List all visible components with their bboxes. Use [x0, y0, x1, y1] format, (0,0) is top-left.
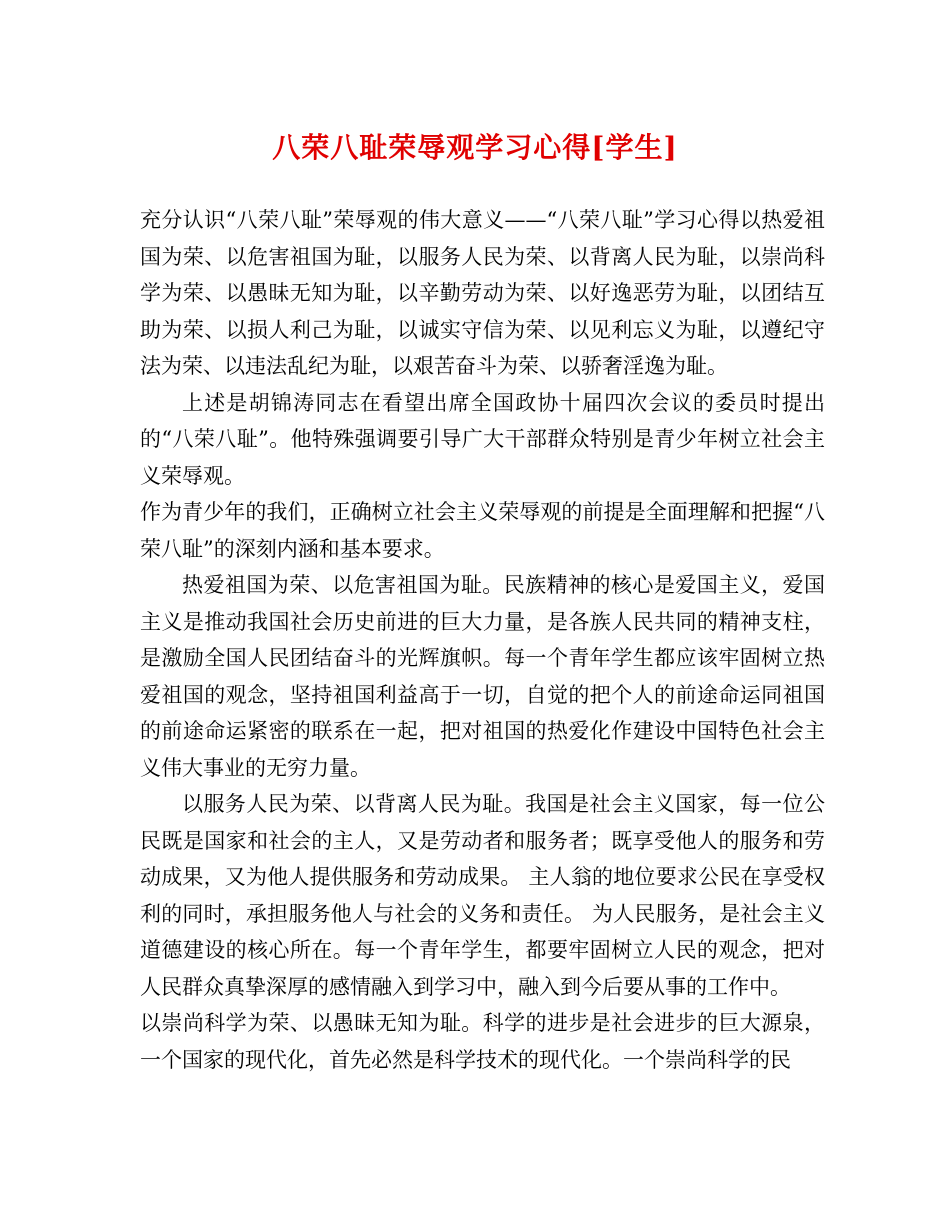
paragraph-science: 以崇尚科学为荣、以愚昧无知为耻。科学的进步是社会进步的巨大源泉，一个国家的现代化，首先必然是科学技术的现代化。一个崇尚科学的民 [140, 1011, 825, 1072]
paragraph-serve-people: 以服务人民为荣、以背离人民为耻。我国是社会主义国家，每一位公民既是国家和社会的主人，又是劳动者和服务者；既享受他人的服务和劳动成果，又为他人提供服务和劳动成果。 主人翁的地位要求公民在享受权利的同时，承担服务他人与社会的义务和责任。 为人民服务，是社会主义道德建设的核心所在。每一个青年学生，都要牢固树立人民的观念，把对人民群众真挚深厚的感情融入到学习中，融入到今后要从事的工作中。 [140, 792, 825, 999]
paragraph-premise: 作为青少年的我们，正确树立社会主义荣辱观的前提是全面理解和把握“八荣八耻”的深刻内涵和基本要求。 [140, 500, 825, 561]
document-body [140, 202, 825, 1078]
paragraph-origin: 上述是胡锦涛同志在看望出席全国政协十届四次会议的委员时提出的“八荣八耻”。他特殊强调要引导广大干部群众特别是青少年树立社会主义荣辱观。 [140, 390, 825, 488]
document-title: 八荣八耻荣辱观学习心得[学生] [272, 131, 678, 164]
paragraph-patriotism: 热爱祖国为荣、以危害祖国为耻。民族精神的核心是爱国主义，爱国主义是推动我国社会历史前进的巨大力量，是各族人民共同的精神支柱，是激励全国人民团结奋斗的光辉旗帜。每一个青年学生都应该牢固树立热爱祖国的观念，坚持祖国利益高于一切，自觉的把个人的前途命运同祖国的前途命运紧密的联系在一起，把对祖国的热爱化作建设中国特色社会主义伟大事业的无穷力量。 [140, 573, 825, 780]
paragraph-intro: 充分认识“八荣八耻”荣辱观的伟大意义——“八荣八耻”学习心得以热爱祖国为荣、以危害祖国为耻，以服务人民为荣、以背离人民为耻，以崇尚科学为荣、以愚昧无知为耻，以辛勤劳动为荣、以好逸恶劳为耻，以团结互助为荣、以损人利己为耻，以诚实守信为荣、以见利忘义为耻，以遵纪守法为荣、以违法乱纪为耻，以艰苦奋斗为荣、以骄奢淫逸为耻。 [140, 208, 825, 378]
